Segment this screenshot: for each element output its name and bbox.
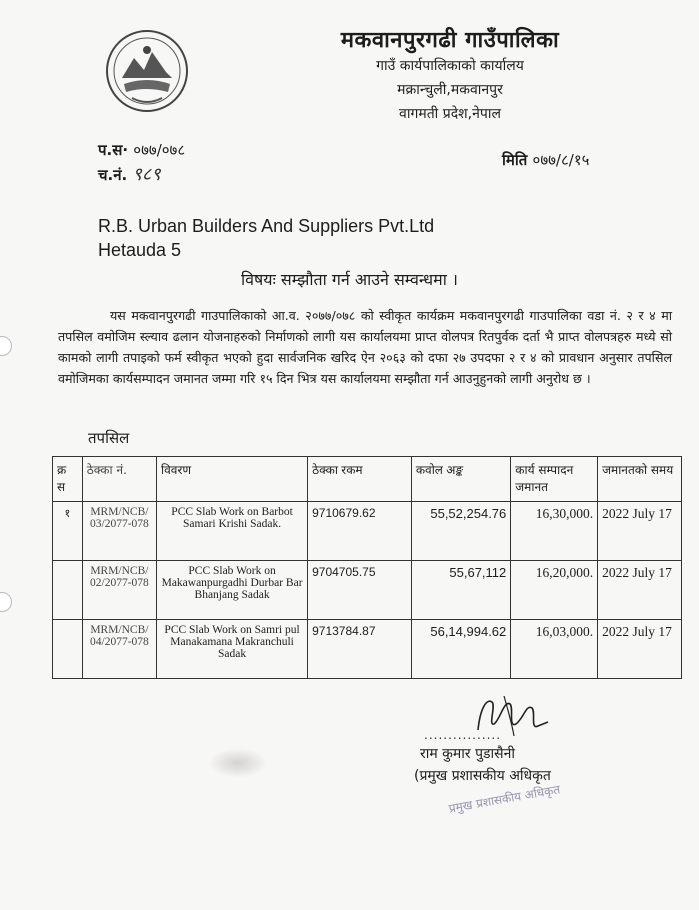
cell-performance-guarantee: 16,30,000. <box>511 502 598 561</box>
punch-hole <box>0 336 12 356</box>
cn-label: च.नं. <box>98 166 128 184</box>
signature-line: ................ <box>424 728 502 742</box>
cell-guarantee-period: 2022 July 17 <box>598 620 682 679</box>
ps-number <box>98 140 185 160</box>
signatory-title: (प्रमुख प्रशासकीय अधिकृत <box>414 768 551 784</box>
table-header-row <box>53 457 682 502</box>
cell-contract-no: MRM/NCB/ 02/2077-078 <box>82 561 156 620</box>
ps-value: ०७७/०७८ <box>133 141 186 159</box>
cell-guarantee-period: 2022 July 17 <box>598 561 682 620</box>
cell-serial: १ <box>53 502 83 561</box>
cell-bid-amount: 55,67,112 <box>411 561 510 620</box>
contract-table <box>52 456 682 679</box>
cell-description: PCC Slab Work on Samri pul Manakamana Makranchuli Sadak <box>157 620 308 679</box>
body-paragraph: यस मकवानपुरगढी गाउपालिकाको आ.व. २०७७/०७८ को स्वीकृत कार्यक्रम मकवानपुरगढी गाउपालिका वडा नं. २ र ४ मा तपसिल वमोजिम स्ल्याव ढलान योजनाहरुको निर्माणको लागी यस कार्यालयमा प्राप्त वोलपत्र रितपुर्वक दर्ता भै प्राप्त वोलपत्रहरु मध्ये सो कामको लागी तपाइको फर्म स्वीकृत भएको हुदा सार्वजनिक खरिद ऐन २०६३ को दफा २७ उपदफा २ र ४ को प्रावधान अनुसार तपसिल वमोजिमका कार्यसम्पादन जमानत जम्मा गरि १५ दिन भित्र यस कार्यालयमा सम्झौता गर्न आउनुहुनको लागी अनुरोध छ । <box>58 308 672 386</box>
letter-body <box>58 305 672 389</box>
signatory-name: राम कुमार पुडासैनी <box>420 746 516 762</box>
date-label: मिति <box>502 151 528 169</box>
header-description: विवरण <box>157 457 308 502</box>
table-row <box>53 561 682 620</box>
office-province: वागमती प्रदेश,नेपाल <box>399 106 501 122</box>
cn-value: ९८९ <box>132 164 161 185</box>
header-guarantee-period: जमानतको समय <box>598 457 682 502</box>
header-bid-amount: कवोल अङ्क <box>411 457 510 502</box>
header-performance-guarantee: कार्य सम्पादन जमानत <box>511 457 598 502</box>
table-row <box>53 620 682 679</box>
cell-contract-no: MRM/NCB/ 03/2077-078 <box>82 502 156 561</box>
details-heading: तपसिल <box>88 429 130 447</box>
recipient-location: Hetauda 5 <box>98 240 182 260</box>
letterhead <box>250 24 610 126</box>
punch-hole <box>0 592 12 612</box>
ink-smudge <box>208 748 268 778</box>
government-emblem-icon <box>104 28 190 114</box>
cell-description: PCC Slab Work on Barbot Samari Krishi Sadak. <box>157 502 308 561</box>
cell-bid-amount: 56,14,994.62 <box>411 620 510 679</box>
office-address: मक्रान्चुली,मकवानपुर <box>397 82 503 98</box>
letter-subject: विषयः सम्झौता गर्न आउने सम्वन्धमा । <box>241 270 458 289</box>
organization-name: मकवानपुरगढी गाउँपालिका <box>340 28 560 53</box>
letter-date <box>502 150 589 170</box>
cell-serial <box>53 561 83 620</box>
office-name: गाउँ कार्यपालिकाको कार्यालय <box>376 58 524 74</box>
header-contract-amount: ठेक्का रकम <box>308 457 412 502</box>
header-contract-no: ठेक्का नं. <box>82 457 156 502</box>
cell-guarantee-period: 2022 July 17 <box>598 502 682 561</box>
cell-contract-no: MRM/NCB/ 04/2077-078 <box>82 620 156 679</box>
official-stamp: प्रमुख प्रशासकीय अधिकृत <box>447 782 562 816</box>
cell-contract-amount: 9710679.62 <box>308 502 412 561</box>
recipient-block <box>98 214 434 262</box>
cell-serial <box>53 620 83 679</box>
cell-description: PCC Slab Work on Makawanpurgadhi Durbar Bar Bhanjang Sadak <box>157 561 308 620</box>
cn-number <box>98 162 161 186</box>
cell-performance-guarantee: 16,20,000. <box>511 561 598 620</box>
recipient-company: R.B. Urban Builders And Suppliers Pvt.Ltd <box>98 216 435 236</box>
date-value: ०७७/८/१५ <box>532 151 590 169</box>
cell-contract-amount: 9704705.75 <box>308 561 412 620</box>
cell-contract-amount: 9713784.87 <box>308 620 412 679</box>
cell-performance-guarantee: 16,03,000. <box>511 620 598 679</box>
header-serial: क्र स <box>53 457 83 502</box>
ps-label: प.स· <box>98 141 129 159</box>
table-row <box>53 502 682 561</box>
cell-bid-amount: 55,52,254.76 <box>411 502 510 561</box>
